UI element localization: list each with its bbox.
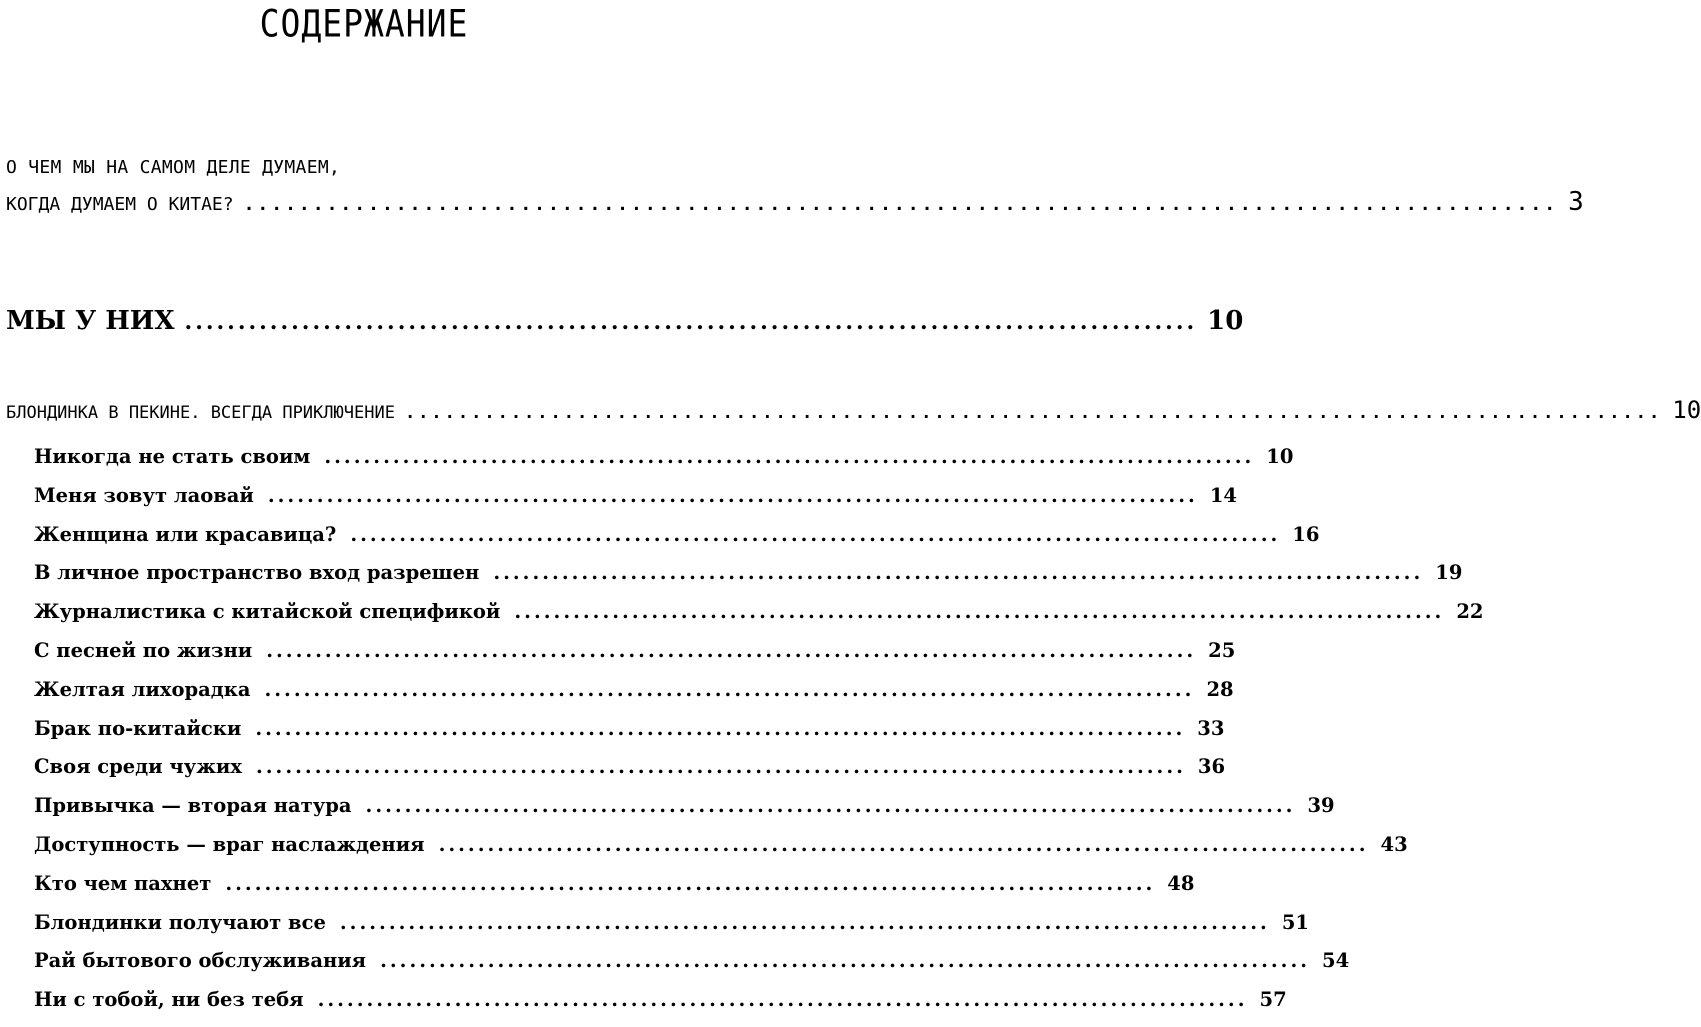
dot-leader: ...............................................................................................	[184, 309, 1198, 335]
toc-entry-section	[34, 522, 1320, 562]
page-number: 28	[1206, 677, 1234, 701]
page-number: 33	[1197, 716, 1225, 740]
toc-entry-section	[34, 794, 1335, 833]
toc-entry-chapter	[6, 396, 1701, 424]
page-number: 54	[1322, 949, 1350, 973]
page-number: 57	[1259, 988, 1287, 1012]
dot-leader: ...............................................................................................	[514, 600, 1445, 624]
toc-entry-section	[34, 832, 1408, 872]
toc-entry-section	[34, 871, 1195, 911]
dot-leader: ...............................................................................................	[350, 522, 1281, 546]
dot-leader: ...............................................................................................	[380, 949, 1311, 973]
section-title: Привычка — вторая натура	[34, 794, 352, 818]
toc-entry-section	[34, 561, 1463, 600]
toc-entry-section	[34, 677, 1234, 717]
intro-title-line1: О ЧЕМ МЫ НА САМОМ ДЕЛЕ ДУМАЕМ,	[6, 157, 341, 178]
section-title: Кто чем пахнет	[34, 871, 212, 895]
dot-leader: ...............................................................................................	[404, 403, 1663, 423]
section-title: Никогда не стать своим	[34, 445, 311, 468]
section-title: Доступность — враг наслаждения	[34, 832, 425, 856]
page-number: 10	[1207, 306, 1244, 336]
part-title: МЫ У НИХ	[6, 306, 175, 336]
toc-entry-section	[34, 483, 1237, 523]
section-title: Рай бытового обслуживания	[34, 949, 367, 973]
section-title: Брак по-китайски	[34, 716, 242, 740]
page-number: 51	[1281, 910, 1309, 934]
section-title: Ни с тобой, ни без тебя	[34, 988, 304, 1012]
page-number: 22	[1456, 600, 1484, 624]
page-title: СОДЕРЖАНИЕ	[259, 2, 469, 46]
page-number: 25	[1208, 638, 1236, 662]
section-title: В личное пространство вход разрешен	[34, 561, 480, 585]
dot-leader: ...............................................................................................	[438, 832, 1369, 856]
toc-entry-section	[34, 949, 1350, 988]
dot-leader: ...............................................................................................	[317, 988, 1248, 1012]
dot-leader: ...............................................................................................	[493, 561, 1424, 585]
section-title: С песней по жизни	[34, 638, 253, 662]
dot-leader: ...............................................................................................	[264, 677, 1195, 701]
toc-entry-section	[34, 755, 1226, 794]
page-number: 16	[1292, 522, 1320, 546]
section-list	[34, 445, 1484, 1027]
page-number: 14	[1209, 483, 1237, 507]
page-number: 36	[1197, 755, 1226, 779]
section-title: Меня зовут лаовай	[34, 483, 254, 507]
toc-entry-section	[34, 910, 1309, 950]
section-title: Женщина или красавица?	[34, 522, 337, 546]
section-title: Своя среди чужих	[34, 755, 242, 779]
toc-entry-section	[34, 988, 1287, 1027]
page-number: 43	[1380, 832, 1408, 856]
toc-entry-section	[34, 445, 1294, 484]
dot-leader: ...............................................................................................	[255, 755, 1186, 779]
page-number: 39	[1307, 794, 1335, 818]
page-number: 10	[1266, 445, 1294, 468]
section-title: Журналистика с китайской спецификой	[34, 600, 501, 624]
dot-leader: ...............................................................................................	[324, 445, 1255, 468]
toc-entry-section	[34, 638, 1236, 678]
dot-leader: ...............................................................................................	[267, 483, 1198, 507]
section-title: Блондинки получают все	[34, 910, 326, 934]
dot-leader: ...............................................................................................	[243, 194, 1559, 215]
page-number: 3	[1568, 187, 1584, 217]
page-number: 19	[1435, 561, 1463, 585]
toc-entry-section	[34, 716, 1225, 756]
dot-leader: ...............................................................................................	[225, 871, 1156, 895]
dot-leader: ...............................................................................................	[339, 910, 1270, 934]
toc-entry-section	[34, 600, 1484, 639]
chapter-title: БЛОНДИНКА В ПЕКИНЕ. ВСЕГДА ПРИКЛЮЧЕНИЕ	[6, 403, 395, 423]
toc-entry-part	[6, 306, 1244, 336]
dot-leader: ...............................................................................................	[365, 794, 1296, 818]
page-number: 10	[1672, 396, 1701, 424]
section-title: Желтая лихорадка	[34, 677, 251, 701]
intro-title-line2: КОГДА ДУМАЕМ О КИТАЕ?	[6, 194, 234, 215]
page-number: 48	[1167, 871, 1195, 895]
toc-entry-intro	[6, 187, 1584, 217]
dot-leader: ...............................................................................................	[255, 716, 1186, 740]
dot-leader: ...............................................................................................	[266, 638, 1197, 662]
